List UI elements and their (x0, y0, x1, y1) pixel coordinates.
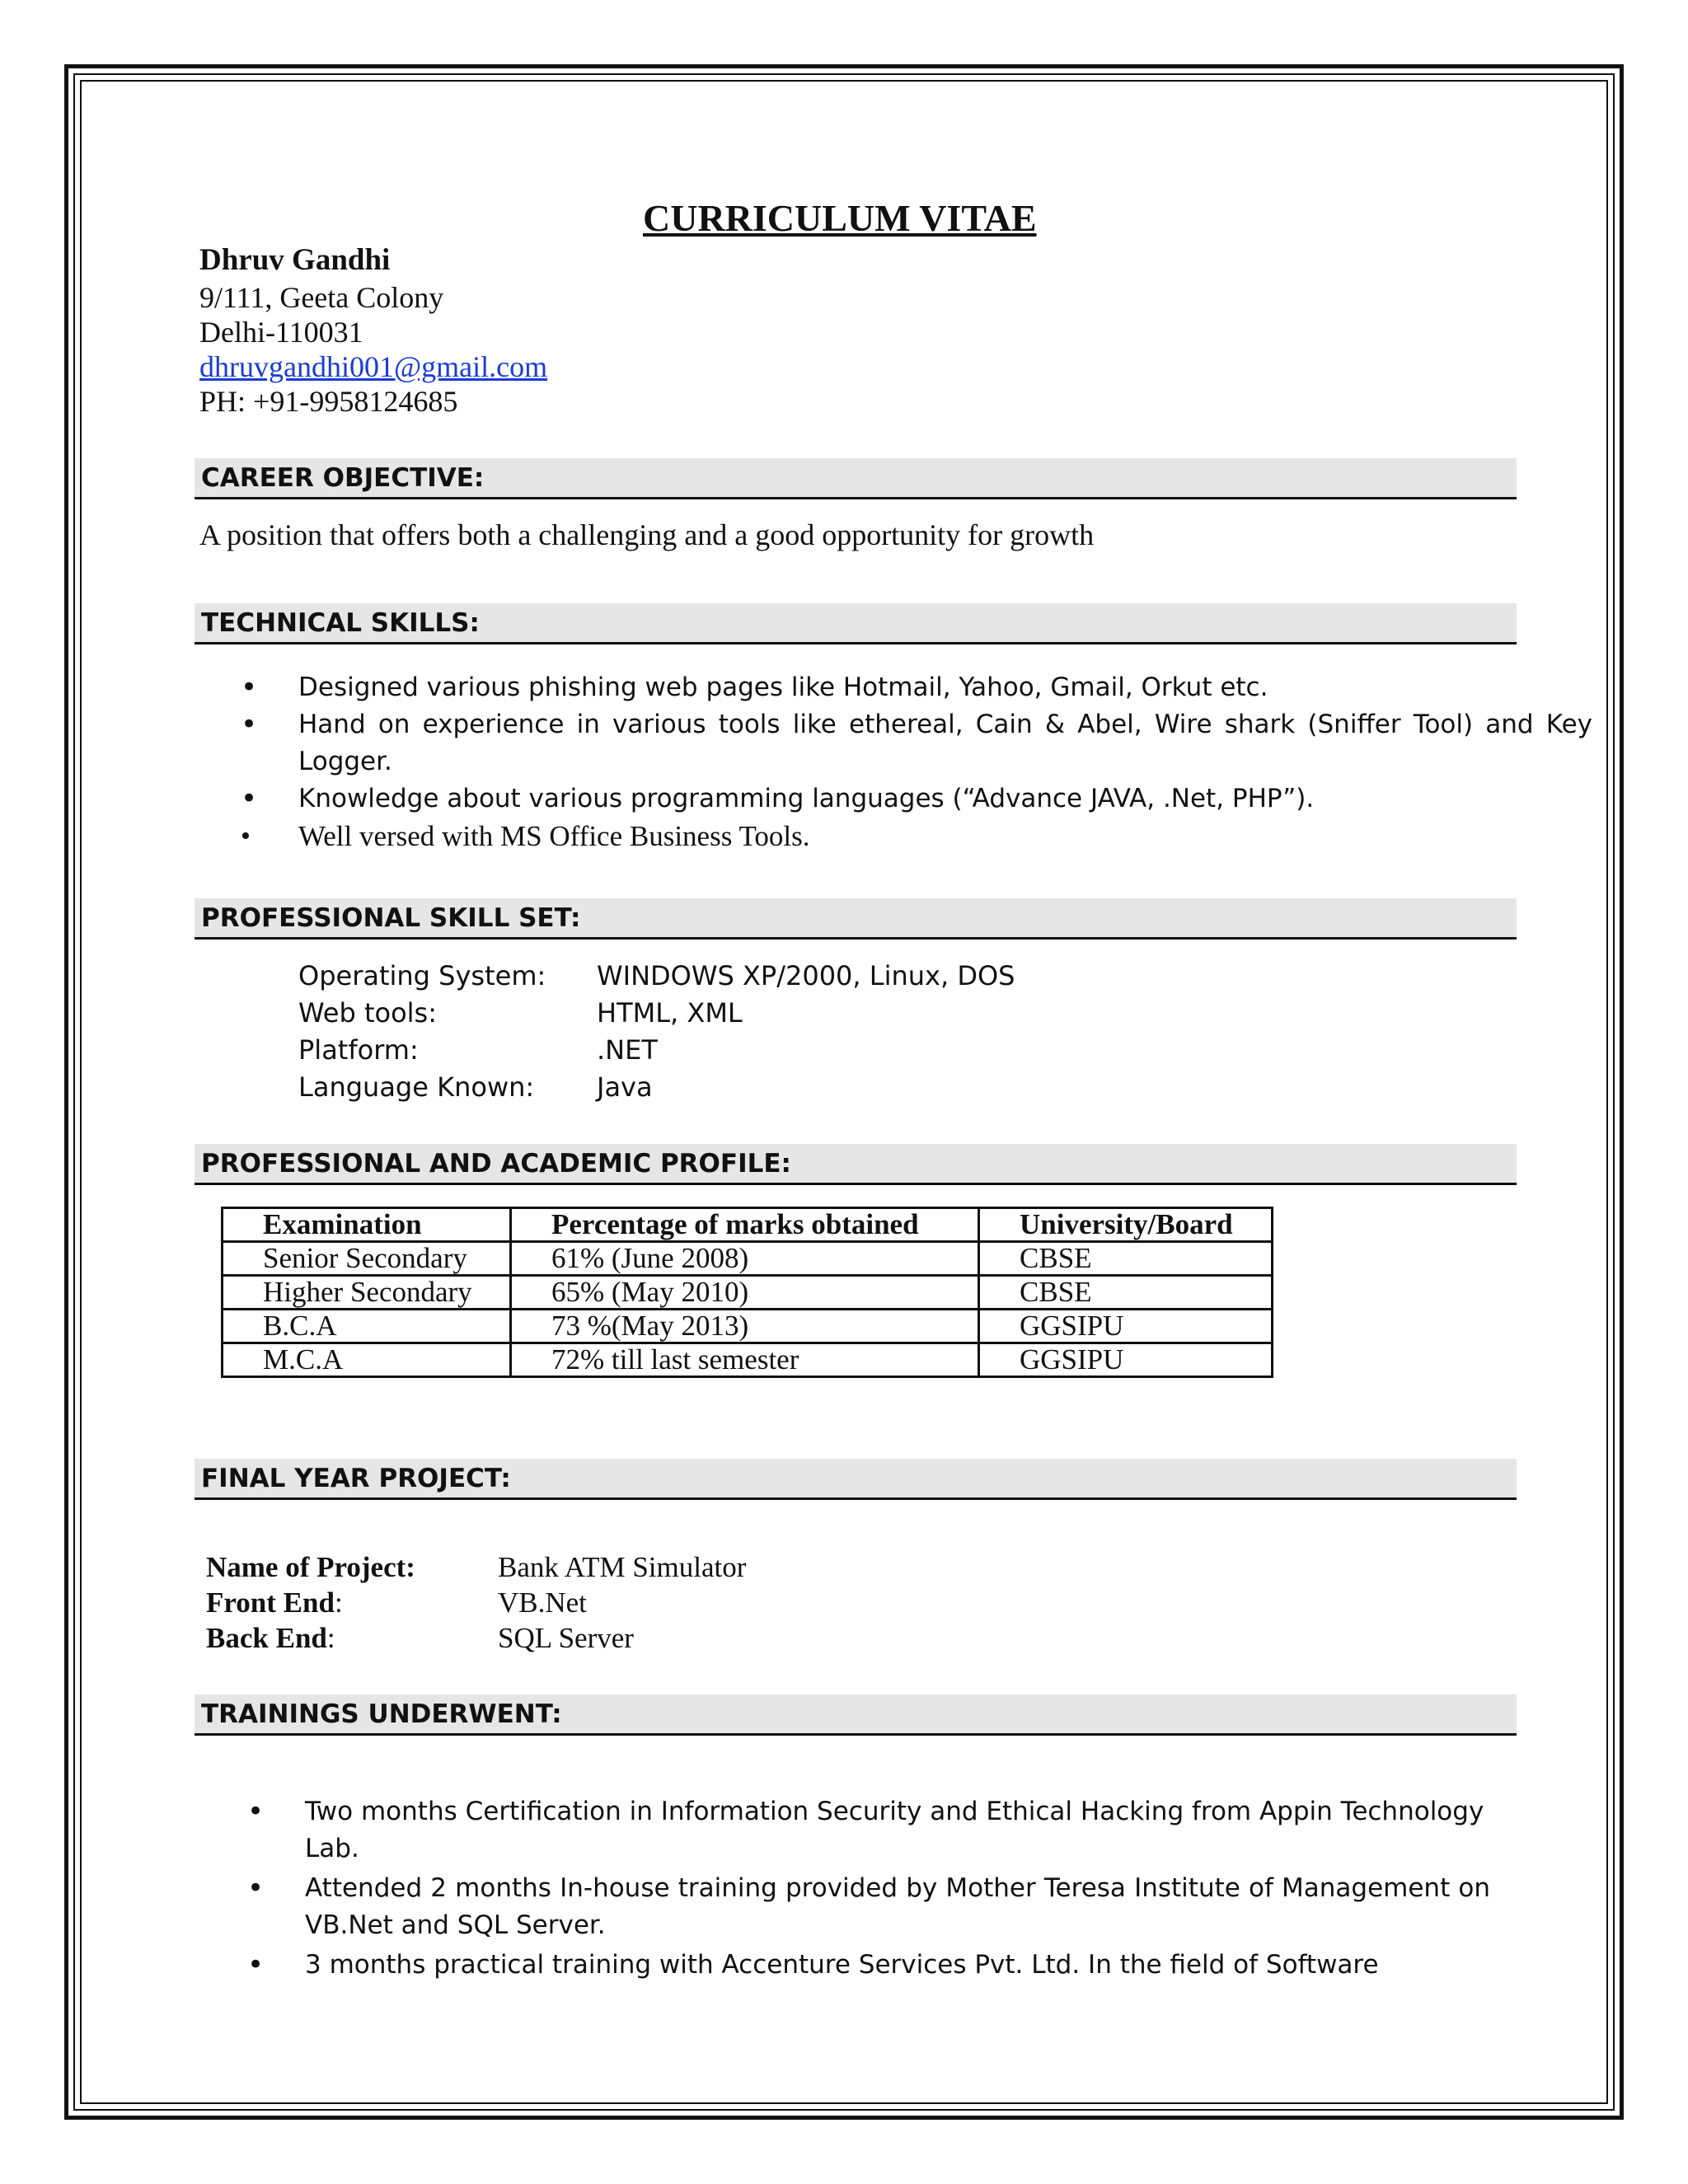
skill-set-list (298, 958, 1015, 1106)
project-value: Bank ATM Simulator (498, 1551, 747, 1583)
address-line-2: Delhi-110031 (199, 316, 363, 349)
table-cell: 73 %(May 2013) (511, 1310, 979, 1343)
project-key-separator: : (334, 1586, 343, 1619)
project-key: Front End (206, 1586, 335, 1619)
project-details (206, 1549, 746, 1656)
skill-key: Operating System: (298, 960, 546, 991)
section-technical-skills: TECHNICAL SKILLS: (195, 603, 1517, 644)
list-item: • Well versed with MS Office Business Tools. (199, 818, 1592, 855)
project-row (206, 1549, 746, 1585)
table-cell: 72% till last semester (511, 1343, 979, 1377)
table-row (223, 1310, 1273, 1343)
section-final-year-project: FINAL YEAR PROJECT: (195, 1459, 1517, 1500)
technical-skills-list (199, 669, 1592, 855)
project-value: VB.Net (498, 1586, 587, 1619)
table-row (223, 1343, 1273, 1377)
project-key-separator: : (326, 1622, 335, 1654)
project-key: Back End (206, 1622, 327, 1654)
table-cell: CBSE (979, 1276, 1273, 1310)
list-item: • Knowledge about various programming languages (“Advance JAVA, .Net, PHP”). (199, 780, 1592, 818)
skill-value: WINDOWS XP/2000, Linux, DOS (597, 960, 1015, 991)
project-row (206, 1620, 746, 1656)
table-cell: B.C.A (223, 1310, 511, 1343)
table-cell: Higher Secondary (223, 1276, 511, 1310)
list-item: • Hand on experience in various tools like ethereal, Cain & Abel, Wire shark (Sniffer Tool) and Key Logger. (199, 706, 1592, 780)
career-objective-text: A position that offers both a challenging and a good opportunity for growth (199, 518, 1095, 551)
list-item: • Attended 2 months In-house training provided by Mother Teresa Institute of Management on VB.Net and SQL Server. (206, 1870, 1490, 1944)
skill-value: Java (597, 1071, 653, 1103)
list-item: • Designed various phishing web pages like Hotmail, Yahoo, Gmail, Orkut etc. (199, 669, 1592, 706)
contact-block (199, 241, 547, 419)
list-item: • Two months Certification in Information Security and Ethical Hacking from Appin Technology Lab. (206, 1793, 1490, 1868)
list-item: • 3 months practical training with Accenture Services Pvt. Ltd. In the field of Software (206, 1947, 1490, 1984)
phone-number: PH: +91-9958124685 (199, 385, 458, 418)
document-title: CURRICULUM VITAE (643, 197, 1037, 239)
skill-value: .NET (597, 1034, 658, 1066)
academic-table (221, 1207, 1273, 1378)
table-cell: Senior Secondary (223, 1242, 511, 1276)
project-key: Name of Project: (206, 1551, 415, 1583)
email-link[interactable]: dhruvgandhi001@gmail.com (199, 350, 548, 383)
table-row (223, 1242, 1273, 1276)
table-cell: CBSE (979, 1242, 1273, 1276)
table-cell: GGSIPU (979, 1343, 1273, 1377)
table-cell: GGSIPU (979, 1310, 1273, 1343)
table-header: University/Board (979, 1208, 1273, 1242)
section-professional-skill-set: PROFESSIONAL SKILL SET: (195, 898, 1517, 940)
table-cell: 61% (June 2008) (511, 1242, 979, 1276)
table-cell: M.C.A (223, 1343, 511, 1377)
table-header: Percentage of marks obtained (511, 1208, 979, 1242)
project-value: SQL Server (498, 1622, 634, 1654)
table-header-row (223, 1208, 1273, 1242)
address-line-1: 9/111, Geeta Colony (199, 281, 444, 314)
skill-row (298, 958, 1015, 995)
skill-value: HTML, XML (597, 997, 743, 1029)
skill-key: Language Known: (298, 1071, 535, 1103)
section-academic-profile: PROFESSIONAL AND ACADEMIC PROFILE: (195, 1144, 1517, 1185)
skill-row (298, 995, 1015, 1032)
skill-row (298, 1032, 1015, 1069)
table-cell: 65% (May 2010) (511, 1276, 979, 1310)
table-header: Examination (223, 1208, 511, 1242)
skill-key: Platform: (298, 1034, 419, 1066)
skill-row (298, 1069, 1015, 1106)
table-row (223, 1276, 1273, 1310)
skill-key: Web tools: (298, 997, 437, 1029)
project-row (206, 1585, 746, 1620)
trainings-list (206, 1793, 1490, 1984)
section-trainings: TRAININGS UNDERWENT: (195, 1694, 1517, 1736)
section-career-objective: CAREER OBJECTIVE: (195, 458, 1517, 499)
candidate-name: Dhruv Gandhi (199, 243, 391, 277)
